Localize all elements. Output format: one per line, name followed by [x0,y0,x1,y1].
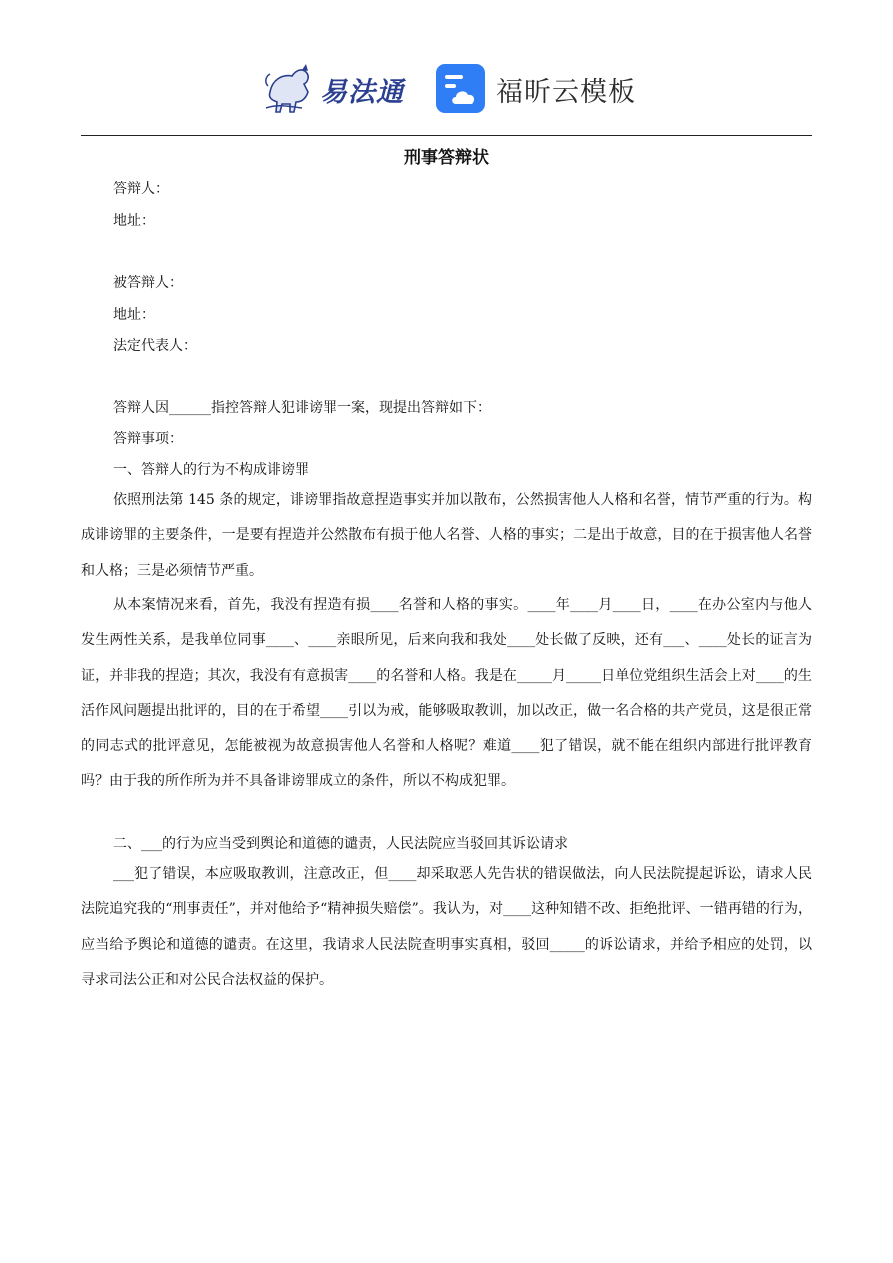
defense-items-label: 答辩事项： [113,431,183,447]
intro-line: 答辩人因______指控答辩人犯诽谤罪一案，现提出答辩如下： [113,400,491,416]
cloud-template-icon [436,64,485,113]
paragraph-request: ___犯了错误，本应吸取教训，注意改正，但____却采取恶人先告状的错误做法，向人民法院提起诉讼，请求人民法院追究我的“刑事责任”，并对他给予“精神损失赔偿”。我认为，对____这种知错不改、拒绝批评、一错再错的行为，应当给予舆论和道德的谴责。在这里，我请求人民法院查明事实真相，驳回_____的诉讼请求，并给予相应的处罚，以寻求司法公正和对公民合法权益的保护。 [81,866,812,988]
paragraph-facts: 从本案情况来看，首先，我没有捏造有损____名誉和人格的事实。____年____月____日，____在办公室内与他人发生两性关系，是我单位同事____、____亲眼所见，后来向我和我处____处长做了反映，还有___、____处长的证言为证，并非我的捏造；其次，我没有有意损害____的名誉和人格。我是在_____月_____日单位党组织生活会上对____的生活作风问题提出批评的，目的在于希望____引以为戒，能够吸取教训，加以改正，做一名合格的共产党员，这是很正常的同志式的批评意见，怎能被视为故意损害他人名誉和人格呢？难道____犯了错误，就不能在组织内部进行批评教育吗？由于我的所作所为并不具备诽谤罪成立的条件，所以不构成犯罪。 [81,597,812,790]
section-heading-2: 二、___的行为应当受到舆论和道德的谴责，人民法院应当驳回其诉讼请求 [113,836,568,852]
document-title: 刑事答辩状 [404,148,489,168]
page-header [0,58,893,124]
opposing-party-address-label: 地址： [113,307,155,323]
fuxin-template-logo-text: 福昕云模板 [496,77,636,108]
horse-emblem-icon [262,62,320,118]
respondent-label: 答辩人： [113,181,169,197]
yifatong-logo [262,62,412,118]
legal-representative-label: 法定代表人： [113,338,197,354]
header-divider [81,135,812,136]
section-heading-1: 一、答辩人的行为不构成诽谤罪 [113,462,309,478]
paragraph-statute: 依照刑法第 145 条的规定，诽谤罪指故意捏造事实并加以散布，公然损害他人人格和名誉，情节严重的行为。构成诽谤罪的主要条件，一是要有捏造并公然散布有损于他人名誉、人格的事实；二是出于故意，目的在于损害他人名誉和人格；三是必须情节严重。 [81,492,812,579]
yifatong-logo-text: 易法通 [320,77,404,108]
opposing-party-label: 被答辩人： [113,275,183,291]
respondent-address-label: 地址： [113,213,155,229]
